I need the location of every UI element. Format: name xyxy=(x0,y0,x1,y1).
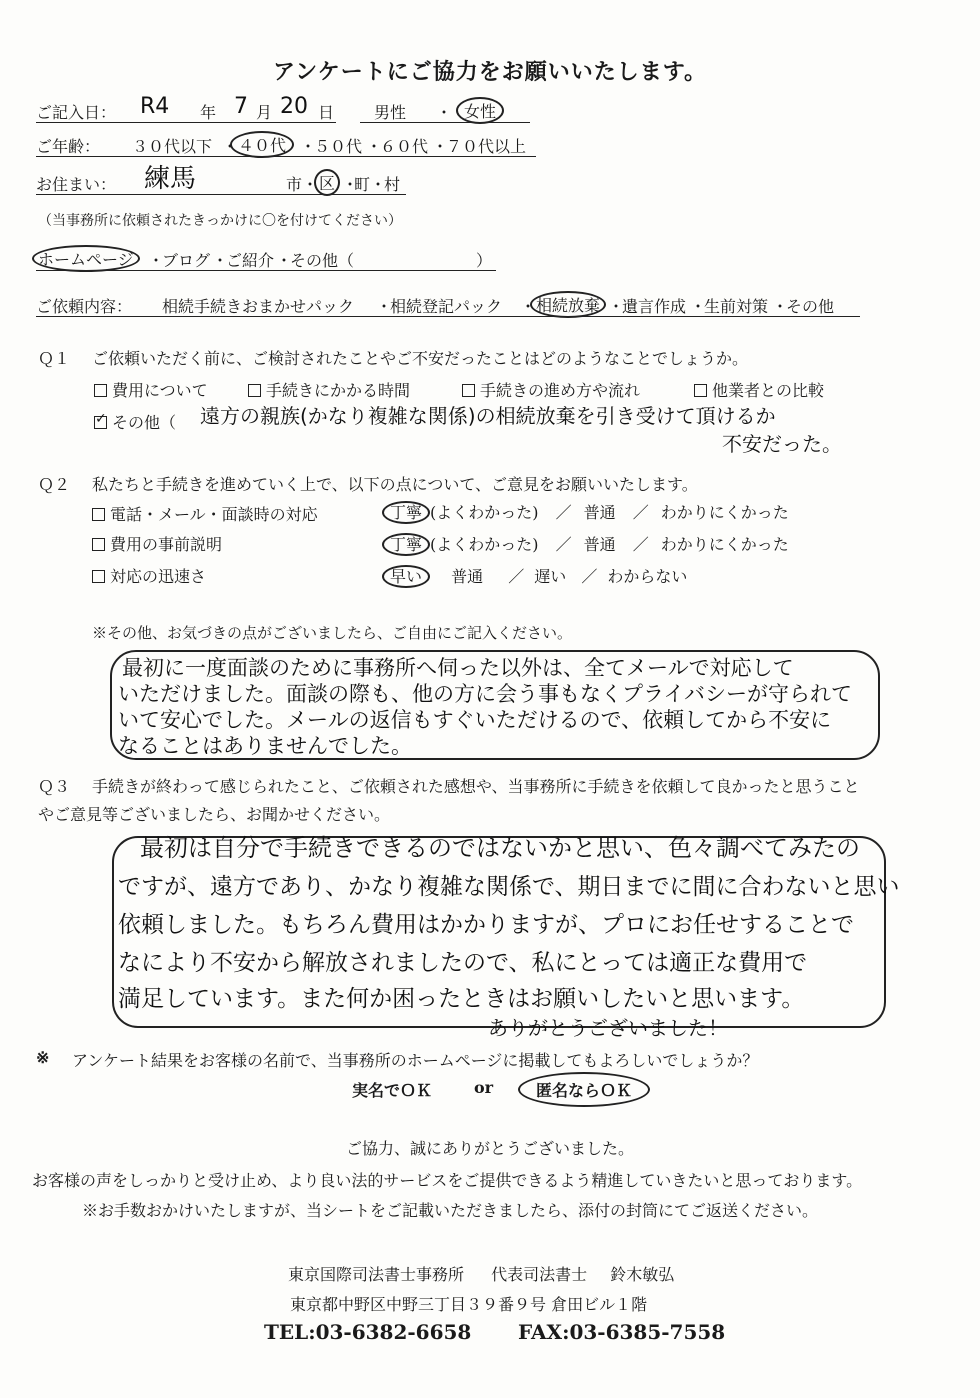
q3-comment-line-4: なにより不安から解放されましたので、私にとっては適正な費用で xyxy=(118,950,808,976)
checkbox-icon[interactable] xyxy=(94,384,107,397)
q1-opt-time[interactable]: 手続きにかかる時間 xyxy=(248,378,410,401)
q1-question: ご依頼いただく前に、ご検討されたことやご不安だったことはどのようなことでしょうか。 xyxy=(92,349,749,368)
age-opt-70[interactable]: ７０代以上 xyxy=(446,137,527,156)
year-unit: 年 xyxy=(200,103,217,122)
q3-number: Ｑ３ xyxy=(38,777,71,796)
q3-comment-line-1: 最初は自分で手続きできるのではないかと思い、色々調べてみたの xyxy=(140,834,860,862)
q2-cost-normal[interactable]: 普通 xyxy=(583,535,616,554)
q3-question-1: 手続きが終わって感じられたこと、ご依頼された感想や、当事務所に手続きを依頼して良かったと思うこと xyxy=(92,777,860,796)
closing-2: ※お手数おかけいたしますが、当シートをご記載いただきましたら、添付の封筒にてご返送ください。 xyxy=(82,1201,819,1220)
checkbox-icon[interactable] xyxy=(462,384,475,397)
q2-contact-unclear[interactable]: わかりにくかった xyxy=(660,503,789,522)
office-name: 東京国際司法書士事務所 xyxy=(288,1265,465,1284)
q2-contact-normal[interactable]: 普通 xyxy=(583,503,616,522)
gender-female-selected[interactable]: 女性 xyxy=(456,97,504,124)
closing-1: お客様の声をしっかりと受け止め、より良い法的サービスをご提供できるよう精進していきたいと思っております。 xyxy=(32,1171,863,1190)
entry-date-label: ご記入日： xyxy=(36,103,117,122)
age-label: ご年齢： xyxy=(36,137,101,156)
request-opt-estate-plan[interactable]: 生前対策 xyxy=(704,297,769,316)
trigger-referral[interactable]: ご紹介 xyxy=(226,251,275,270)
q3-comment-line-2: ですが、遠方であり、かなり複雑な関係で、期日までに間に合わないと思い xyxy=(118,874,900,900)
checkbox-icon[interactable] xyxy=(248,384,261,397)
q2-row-speed-options: 早い 普通 ／ 遅い ／ わからない xyxy=(382,564,687,587)
entry-date-row xyxy=(36,94,336,123)
gender-row xyxy=(360,100,530,123)
residence-label: お住まい： xyxy=(36,175,117,194)
entry-month: 7 xyxy=(234,94,248,119)
age-opt-50[interactable]: ５０代 xyxy=(314,137,363,156)
publish-real-name[interactable]: 実名でＯＫ xyxy=(352,1081,433,1100)
q1-other-answer-1: 遠方の親族(かなり複雑な関係)の相続放棄を引き受けて頂けるか xyxy=(200,404,776,428)
request-opt-full[interactable]: 相続手続きおまかせパック xyxy=(162,297,355,316)
checkbox-icon[interactable] xyxy=(92,508,105,521)
page-title: アンケートにご協力をお願いいたします。 xyxy=(273,59,707,85)
trigger-blog[interactable]: ブログ xyxy=(162,251,211,270)
checkbox-icon[interactable] xyxy=(694,384,707,397)
q1-opt-compare[interactable]: 他業者との比較 xyxy=(694,378,824,401)
request-opt-will[interactable]: 遺言作成 xyxy=(622,297,687,316)
residence-value: 練馬 xyxy=(144,164,197,194)
q2-row-speed: 対応の迅速さ xyxy=(92,564,206,587)
request-opt-renounce-selected[interactable]: 相続放棄 xyxy=(530,291,606,318)
thanks: ご協力、誠にありがとうございました。 xyxy=(345,1139,634,1158)
q2-row-cost-options: 丁寧 (よくわかった) ／ 普通 ／ わかりにくかった xyxy=(382,532,789,555)
month-unit: 月 xyxy=(256,103,273,122)
day-unit: 日 xyxy=(318,103,335,122)
unit-city[interactable]: 市 xyxy=(286,175,303,194)
q1-opt-other[interactable]: ✓その他（ xyxy=(94,410,176,433)
trigger-other-close: ） xyxy=(476,251,493,270)
office-rep-title: 代表司法書士 xyxy=(491,1265,588,1284)
q3-question-2: やご意見等ございましたら、お聞かせください。 xyxy=(38,805,391,824)
age-row: ご年齢： ３０代以下 ・ ４０代 ・ ５０代 ・ ６０代 ・ ７０代以上 xyxy=(36,134,536,157)
q2-row-contact: 電話・メール・面談時の対応 xyxy=(92,502,318,525)
gender-male[interactable]: 男性 xyxy=(374,103,407,122)
q1-other-answer-2: 不安だった。 xyxy=(722,432,842,456)
q2-cost-polite-selected[interactable]: 丁寧 xyxy=(382,533,430,556)
publish-mark: ※ xyxy=(36,1048,50,1067)
request-opt-other[interactable]: その他 xyxy=(786,297,835,316)
request-row: ご依頼内容： 相続手続きおまかせパック ・ 相続登記パック ・ 相続放棄 ・ 遺言作成 ・ 生前対策 ・ その他 xyxy=(36,294,860,317)
q2-contact-polite-selected[interactable]: 丁寧 xyxy=(382,501,430,524)
q1-opt-cost[interactable]: 費用について xyxy=(94,378,208,401)
q2-speed-slow[interactable]: 遅い xyxy=(534,567,567,586)
q1-number: Ｑ１ xyxy=(38,349,71,368)
age-opt-30[interactable]: ３０代以下 xyxy=(132,137,213,156)
gender-sep: ・ xyxy=(436,103,453,122)
unit-village[interactable]: 村 xyxy=(384,175,401,194)
office-tel: TEL:03-6382-6658 xyxy=(264,1320,472,1344)
publish-anon-selected[interactable]: 匿名ならＯＫ xyxy=(518,1072,650,1107)
q3-comment-line-6: ありがとうございました！ xyxy=(488,1016,728,1040)
trigger-note: （当事務所に依頼されたきっかけに〇を付けてください） xyxy=(38,213,402,229)
q2-row-contact-options: 丁寧 (よくわかった) ／ 普通 ／ わかりにくかった xyxy=(382,500,789,523)
checked-checkbox-icon[interactable] xyxy=(94,416,107,429)
checkbox-icon[interactable] xyxy=(92,570,105,583)
q2-question: 私たちと手続きを進めていく上で、以下の点について、ご意見をお願いいたします。 xyxy=(92,475,698,494)
age-opt-60[interactable]: ６０代 xyxy=(380,137,429,156)
request-label: ご依頼内容： xyxy=(36,297,133,316)
age-opt-40-selected[interactable]: ４０代 xyxy=(230,131,294,158)
q2-speed-normal[interactable]: 普通 xyxy=(451,567,484,586)
office-fax: FAX:03-6385-7558 xyxy=(518,1320,726,1344)
trigger-other[interactable]: その他（ xyxy=(290,251,355,270)
q2-speed-fast-selected[interactable]: 早い xyxy=(382,565,430,588)
q3-comment-line-3: 依頼しました。もちろん費用はかかりますが、プロにお任せすることで xyxy=(118,912,854,938)
publish-or: or xyxy=(474,1078,494,1097)
office-info xyxy=(288,1262,674,1285)
office-address: 東京都中野区中野三丁目３９番９号 倉田ビル１階 xyxy=(290,1295,648,1314)
trigger-row: ホームページ ・ ブログ ・ ご紹介 ・ その他（ ） xyxy=(36,248,496,271)
residence-row: お住まい： 練馬 市 ・ 区 ・ 町 ・ 村 xyxy=(36,172,406,195)
q2-row-cost: 費用の事前説明 xyxy=(92,532,222,555)
checkbox-icon[interactable] xyxy=(92,538,105,551)
q2-comment-line-4: なることはありませんでした。 xyxy=(118,734,412,758)
q2-other-note: ※その他、お気づきの点がございましたら、ご自由にご記入ください。 xyxy=(92,624,573,642)
request-opt-registration[interactable]: 相続登記パック xyxy=(390,297,503,316)
unit-town[interactable]: 町 xyxy=(354,175,371,194)
q2-comment-line-3: いて安心でした。メールの返信もすぐいただけるので、依頼してから不安に xyxy=(118,708,832,732)
unit-ward-selected[interactable]: 区 xyxy=(314,169,340,196)
publish-question: アンケート結果をお客様の名前で、当事務所のホームページに掲載してもよろしいでしょうか？ xyxy=(72,1051,759,1070)
q2-comment-line-2: いただけました。面談の際も、他の方に会う事もなくプライバシーが守られて xyxy=(118,682,852,706)
q2-number: Ｑ２ xyxy=(38,475,71,494)
q2-cost-unclear[interactable]: わかりにくかった xyxy=(660,535,789,554)
q1-opt-flow[interactable]: 手続きの進め方や流れ xyxy=(462,378,640,401)
entry-day: 20 xyxy=(280,94,308,119)
q2-comment-line-1: 最初に一度面談のために事務所へ伺った以外は、全てメールで対応して xyxy=(122,656,794,680)
q2-speed-unknown[interactable]: わからない xyxy=(607,567,688,586)
q3-comment-line-5: 満足しています。また何か困ったときはお願いしたいと思います。 xyxy=(118,986,805,1012)
entry-date-era: R4 xyxy=(140,94,170,119)
trigger-homepage-selected[interactable]: ホームページ xyxy=(32,245,140,272)
office-rep-name: 鈴木敏弘 xyxy=(610,1265,675,1284)
